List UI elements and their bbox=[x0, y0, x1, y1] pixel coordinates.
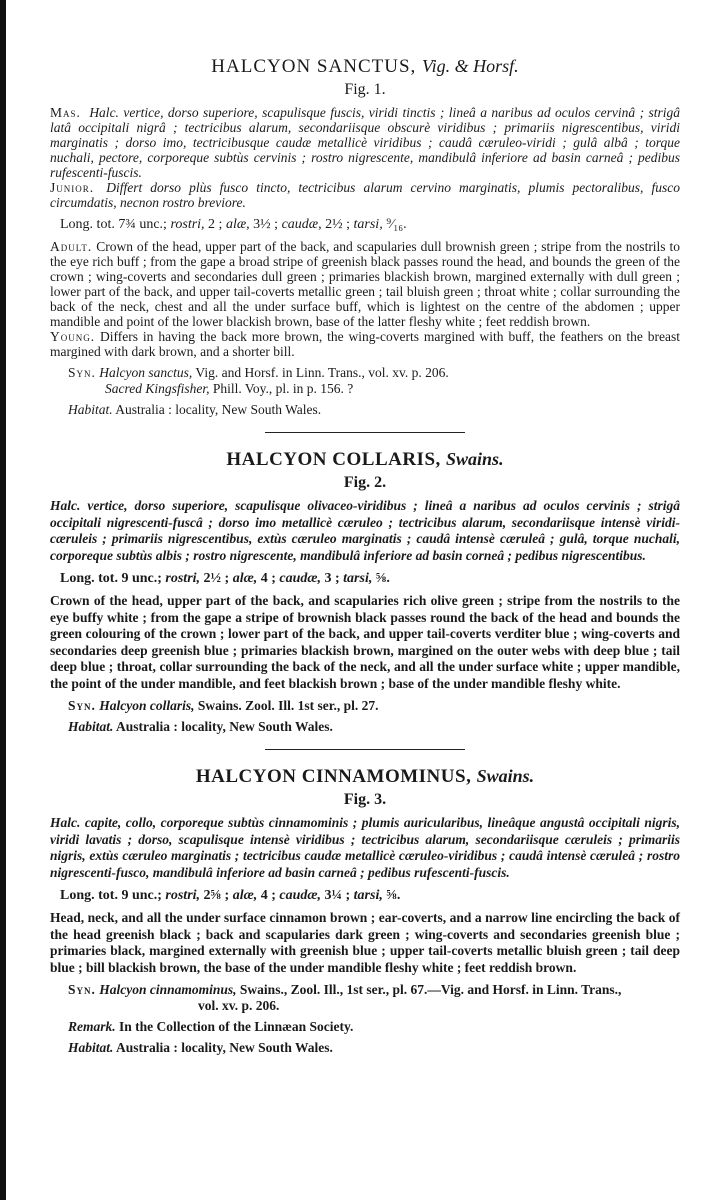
syn-reference: Vig. and Horsf. in Linn. Trans., vol. xv. p. 206. bbox=[195, 365, 449, 380]
english-description: Crown of the head, upper part of the back, and scapularies rich olive green ; stripe from the nostrils to the eye buffy white ; from the gape a stripe of brownish black passes round the back of the head and bounds the green colouring of the crown ; lower part of the back, and upper tail-coverts verditer blue ; wing-coverts and secondaries deep greenish blue ; primaries blackish brown, margined on the outer webs with deep blue ; tail deep blue ; throat, collar surrounding the back of the neck, and all the under surface white ; upper mandible, the point of the under mandible, and feet blackish brown ; base of the under mandible fleshy white. bbox=[50, 593, 680, 691]
latin-description: Halc. capite, collo, corporeque subtùs cinnamominis ; plumis auricularibus, lineâque angustâ occipitali nigris, viridi lavatis ; dorso, scapulisque intensè viridibus ; tectricibus alarum, secondariisque cæruleis ; primariis nigris, extùs cæruleo marginatis ; tectricibus caudæ metallicè cæruleo-viridibus ; caudâ intensè cæruleâ ; rostro nigrescenti-fusco, mandibulâ inferiore ad basin carneâ ; pedibus rufescenti-fuscis. bbox=[50, 815, 680, 880]
book-page bbox=[50, 56, 680, 1056]
habitat bbox=[68, 401, 680, 418]
measure-caudae-label: caudæ, bbox=[279, 888, 321, 903]
junior-label: Junior. bbox=[50, 180, 95, 195]
measurements-line bbox=[60, 217, 680, 233]
mas-text: Halc. vertice, dorso superiore, scapulisque fuscis, viridi tinctis ; lineâ a naribus ad oculos cervinâ ; strigâ latâ occipitali nigrâ ; tectricibus alarum, secondariisque obscurè viridibus ; primariis nigrescentibus, viridi marginatis ; dorso imo, tectricibusque caudæ metallicè viridibus ; caudâ cæruleo-viridi ; gulâ albâ ; torque nuchali, pectore, corporeque subtùs cervinis ; rostro nigrescente, mandibulâ inferiore ad basin carneâ ; pedibus rufescenti-fuscis. bbox=[50, 105, 680, 180]
measure-rostri-label: rostri, bbox=[165, 571, 201, 586]
species-name: HALCYON SANCTUS, bbox=[211, 56, 417, 77]
syn-name: Halcyon sanctus, bbox=[99, 365, 193, 380]
habitat bbox=[68, 1039, 680, 1056]
measure-alae-label: alæ, bbox=[225, 217, 250, 232]
measure-total: Long. tot. 7¾ unc.; bbox=[60, 217, 167, 232]
measure-alae-value: 4 ; bbox=[260, 888, 276, 903]
measure-rostri-label: rostri, bbox=[165, 888, 201, 903]
adult-label: Adult. bbox=[50, 239, 93, 254]
figure-number: Fig. 1. bbox=[344, 81, 386, 98]
measure-alae-label: alæ, bbox=[232, 888, 258, 903]
measure-total: Long. tot. 9 unc.; bbox=[60, 888, 162, 903]
measure-rostri-label: rostri, bbox=[170, 217, 205, 232]
habitat-label: Habitat. bbox=[68, 402, 113, 417]
habitat-text: Australia : locality, New South Wales. bbox=[115, 402, 322, 417]
syn-reference-2: Phill. Voy., pl. in p. 156. ? bbox=[212, 381, 354, 396]
adult-description bbox=[50, 239, 680, 329]
figure-number: Fig. 2. bbox=[343, 474, 387, 491]
measure-tarsi-label: tarsi, bbox=[353, 217, 383, 232]
latin-description-junior bbox=[50, 180, 680, 210]
junior-text: Differt dorso plùs fusco tincto, tectricibus alarum cervino marginatis, plumis pectoralibus, fusco circumdatis, necnon rostro breviore. bbox=[50, 180, 680, 210]
measurements-line bbox=[60, 888, 680, 904]
habitat bbox=[68, 718, 680, 735]
measure-caudae-value: 3 ; bbox=[324, 571, 340, 586]
species-name: HALCYON COLLARIS, bbox=[226, 449, 441, 470]
adult-text: Crown of the head, upper part of the back, and scapularies dull brownish green ; stripe from the nostrils to the eye rich buff ; from the gape a broad stripe of greenish black passes round the head, and bounds the green of the crown ; wing-coverts and secondaries dull green ; primaries blackish brown, margined externally with dull green ; lower part of the back, and upper tail-coverts metallic green ; tail bluish green ; throat white ; collar surrounding the back of the neck, chest and all the under surface buff, which is lightest on the centre of the abdomen ; upper mandible and point of the lower blackish brown, base of the latter fleshy white ; feet reddish brown. bbox=[50, 239, 680, 329]
measure-tarsi-value: ⅝. bbox=[375, 571, 390, 586]
syn-label: Syn. bbox=[68, 365, 96, 380]
syn-reference: Swains. Zool. Ill. 1st ser., pl. 27. bbox=[197, 698, 379, 713]
section-divider bbox=[265, 749, 465, 750]
species-name: HALCYON CINNAMOMINUS, bbox=[195, 766, 472, 787]
syn-reference-cont: vol. xv. p. 206. bbox=[198, 998, 280, 1013]
english-description: Head, neck, and all the under surface cinnamon brown ; ear-coverts, and a narrow line encircling the back of the head greenish black ; back and scapularies dark green ; wing-coverts and secondaries greenish blue ; primaries black, margined externally with greenish blue ; upper tail-coverts metallic bluish green ; tail deep blue ; bill blackish brown, the base of the under mandible fleshy white ; feet reddish brown. bbox=[50, 910, 680, 975]
species-title-sanctus bbox=[50, 56, 680, 78]
syn-name: Halcyon collaris, bbox=[99, 698, 195, 713]
section-divider bbox=[265, 432, 465, 433]
syn-label: Syn. bbox=[68, 982, 96, 997]
species-authority: Swains. bbox=[446, 449, 504, 469]
synonymy bbox=[68, 698, 680, 714]
syn-name: Halcyon cinnamominus, bbox=[99, 982, 237, 997]
habitat-label: Habitat. bbox=[68, 719, 114, 734]
mas-label: Mas. bbox=[50, 105, 81, 120]
young-label: Young. bbox=[50, 329, 96, 344]
measurements-line bbox=[60, 571, 680, 587]
latin-description-mas bbox=[50, 105, 680, 180]
species-title-cinnamominus bbox=[50, 766, 680, 788]
habitat-text: Australia : locality, New South Wales. bbox=[116, 719, 333, 734]
young-description bbox=[50, 329, 680, 359]
measure-caudae-label: caudæ, bbox=[281, 217, 322, 232]
measure-total: Long. tot. 9 unc.; bbox=[60, 571, 162, 586]
syn-name-2: Sacred Kingsfisher, bbox=[105, 381, 210, 396]
measure-alae-value: 3½ ; bbox=[253, 217, 279, 232]
measure-tarsi-value: ⅝. bbox=[386, 888, 401, 903]
measure-tarsi-value: ⁹⁄₁₆. bbox=[386, 217, 407, 232]
measure-tarsi-label: tarsi, bbox=[343, 571, 373, 586]
syn-label: Syn. bbox=[68, 698, 96, 713]
measure-caudae-label: caudæ, bbox=[279, 571, 321, 586]
remark-text: In the Collection of the Linnæan Society. bbox=[119, 1019, 354, 1034]
habitat-text: Australia : locality, New South Wales. bbox=[116, 1040, 333, 1055]
remark-label: Remark. bbox=[68, 1019, 116, 1034]
synonymy bbox=[68, 982, 680, 1014]
latin-description: Halc. vertice, dorso superiore, scapulisque olivaceo-viridibus ; lineâ a naribus ad oculos cervinis ; strigâ occipitali nigrescenti-fuscâ ; dorso imo metallicè cæruleo ; tectricibus alarum, secondariisque intensè viridi-cæruleis ; primariis nigrescentibus, extùs cæruleo marginatis ; caudâ intensè cæruleâ ; gulâ, torque nuchali, corporeque subtùs albis ; rostro nigrescente, mandibulâ inferiore ad basin corneâ ; pedibus nigrescentibus. bbox=[50, 498, 680, 563]
species-authority: Vig. & Horsf. bbox=[422, 56, 519, 76]
measure-alae-label: alæ, bbox=[232, 571, 258, 586]
species-authority: Swains. bbox=[476, 766, 535, 786]
measure-tarsi-label: tarsi, bbox=[353, 888, 383, 903]
measure-alae-value: 4 ; bbox=[260, 571, 276, 586]
measure-rostri-value: 2 ; bbox=[208, 217, 223, 232]
remark bbox=[68, 1018, 680, 1035]
species-title-collaris bbox=[50, 449, 680, 471]
synonymy bbox=[68, 365, 680, 397]
measure-rostri-value: 2⅝ ; bbox=[203, 888, 230, 903]
page-edge-shadow bbox=[0, 0, 6, 1200]
figure-number: Fig. 3. bbox=[343, 791, 387, 808]
syn-reference: Swains., Zool. Ill., 1st ser., pl. 67.—Vig. and Horsf. in Linn. Trans., bbox=[239, 982, 622, 997]
measure-caudae-value: 3¼ ; bbox=[324, 888, 351, 903]
measure-caudae-value: 2½ ; bbox=[325, 217, 351, 232]
measure-rostri-value: 2½ ; bbox=[203, 571, 230, 586]
young-text: Differs in having the back more brown, the wing-coverts margined with buff, the feathers on the breast margined with dark brown, and a shorter bill. bbox=[50, 329, 681, 359]
habitat-label: Habitat. bbox=[68, 1040, 114, 1055]
